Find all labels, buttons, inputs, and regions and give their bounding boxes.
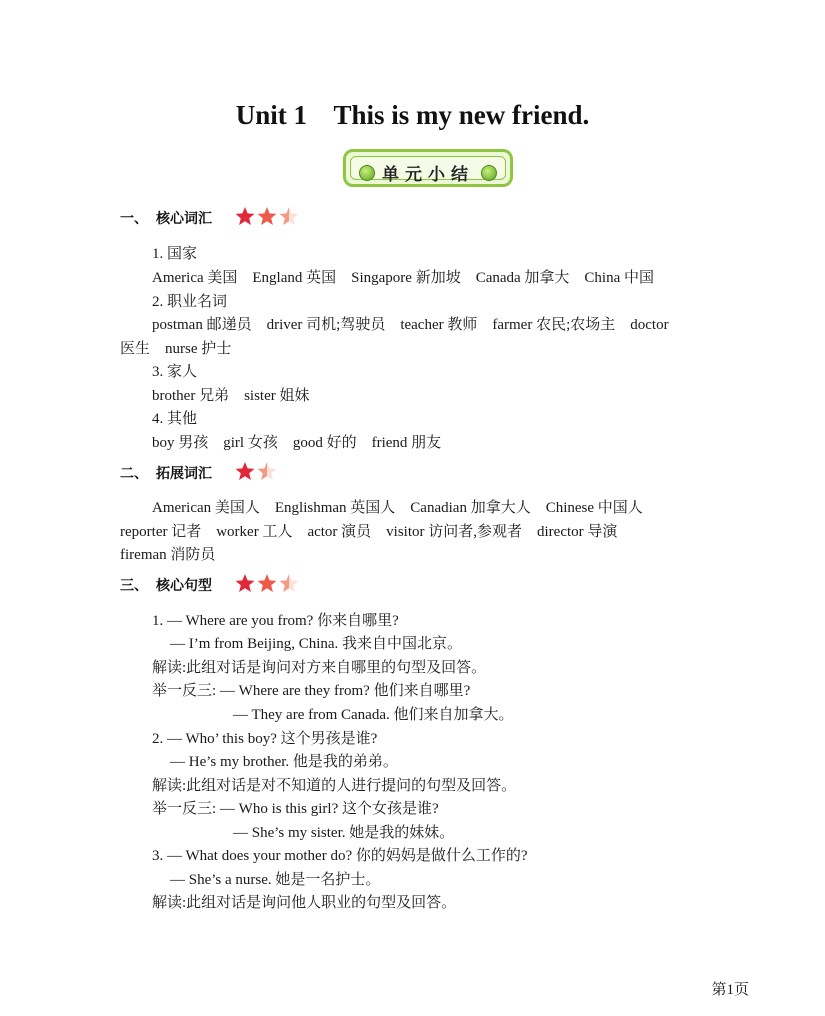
star-icon	[236, 207, 255, 225]
vocab-line-jobs-cont: 医生 nurse 护士	[120, 341, 232, 357]
sentence-1-example-question: 举一反三: — Where are they from? 他们来自哪里?	[152, 683, 471, 699]
vocab-heading-other: 4. 其他	[152, 411, 198, 427]
sentence-2-answer: — He’s my brother. 他是我的弟弟。	[170, 754, 398, 770]
difficulty-stars-icon	[234, 460, 284, 482]
section-heading-extended-vocab	[120, 463, 212, 485]
sentence-1-answer: — I’m from Beijing, China. 我来自中国北京。	[170, 636, 463, 652]
sentence-3-explanation: 解读:此组对话是询问他人职业的句型及回答。	[152, 895, 457, 911]
half-star-icon	[258, 462, 277, 480]
unit-summary-badge	[343, 149, 513, 187]
section-heading-core-sentences	[120, 575, 212, 597]
star-icon	[236, 574, 255, 592]
difficulty-stars-icon	[234, 205, 304, 227]
star-icon	[258, 207, 277, 225]
vocab-line-countries: America 美国 England 英国 Singapore 新加坡 Canada 加拿大 China 中国	[152, 270, 655, 286]
page-title: Unit 1 This is my new friend.	[235, 100, 590, 130]
vocab-line-other: boy 男孩 girl 女孩 good 好的 friend 朋友	[152, 435, 442, 451]
badge-label: 单元小结	[382, 165, 474, 185]
sentence-1-explanation: 解读:此组对话是询问对方来自哪里的句型及回答。	[152, 660, 487, 676]
section-label: 拓展词汇	[156, 466, 212, 482]
sentence-1-example-answer: — They are from Canada. 他们来自加拿大。	[233, 707, 514, 723]
sentence-1-question: 1. — Where are you from? 你来自哪里?	[152, 613, 399, 629]
page-number: 第1页	[711, 982, 749, 998]
sentence-3-answer: — She’s a nurse. 她是一名护士。	[170, 872, 381, 888]
star-icon	[236, 462, 255, 480]
sentence-3-question: 3. — What does your mother do? 你的妈妈是做什么工作的?	[152, 848, 528, 864]
sentence-2-example-question: 举一反三: — Who is this girl? 这个女孩是谁?	[152, 801, 439, 817]
badge-inner-frame	[350, 156, 506, 185]
difficulty-stars-icon	[234, 572, 304, 594]
half-star-icon	[280, 574, 299, 592]
vocab-heading-jobs: 2. 职业名词	[152, 294, 228, 310]
ext-vocab-line-3: fireman 消防员	[120, 547, 216, 563]
ext-vocab-line-2: reporter 记者 worker 工人 actor 演员 visitor 访问者,参观者 director 导演	[120, 524, 618, 540]
section-heading-core-vocab	[120, 208, 212, 230]
section-number: 二、	[120, 466, 148, 482]
vocab-line-family: brother 兄弟 sister 姐妹	[152, 388, 310, 404]
vocab-heading-countries: 1. 国家	[152, 246, 198, 262]
sentence-2-example-answer: — She’s my sister. 她是我的妹妹。	[233, 825, 455, 841]
section-label: 核心句型	[156, 578, 212, 594]
sentence-2-question: 2. — Who’ this boy? 这个男孩是谁?	[152, 731, 378, 747]
half-star-icon	[280, 207, 299, 225]
vocab-heading-family: 3. 家人	[152, 364, 198, 380]
star-icon	[258, 574, 277, 592]
sentence-2-explanation: 解读:此组对话是对不知道的人进行提问的句型及回答。	[152, 778, 517, 794]
ext-vocab-line-1: American 美国人 Englishman 英国人 Canadian 加拿大人 Chinese 中国人	[152, 500, 643, 516]
green-dot-icon	[481, 165, 497, 181]
section-number: 三、	[120, 578, 148, 594]
vocab-line-jobs: postman 邮递员 driver 司机;驾驶员 teacher 教师 farmer 农民;农场主 doctor	[152, 317, 669, 333]
section-label: 核心词汇	[156, 211, 212, 227]
section-number: 一、	[120, 211, 148, 227]
